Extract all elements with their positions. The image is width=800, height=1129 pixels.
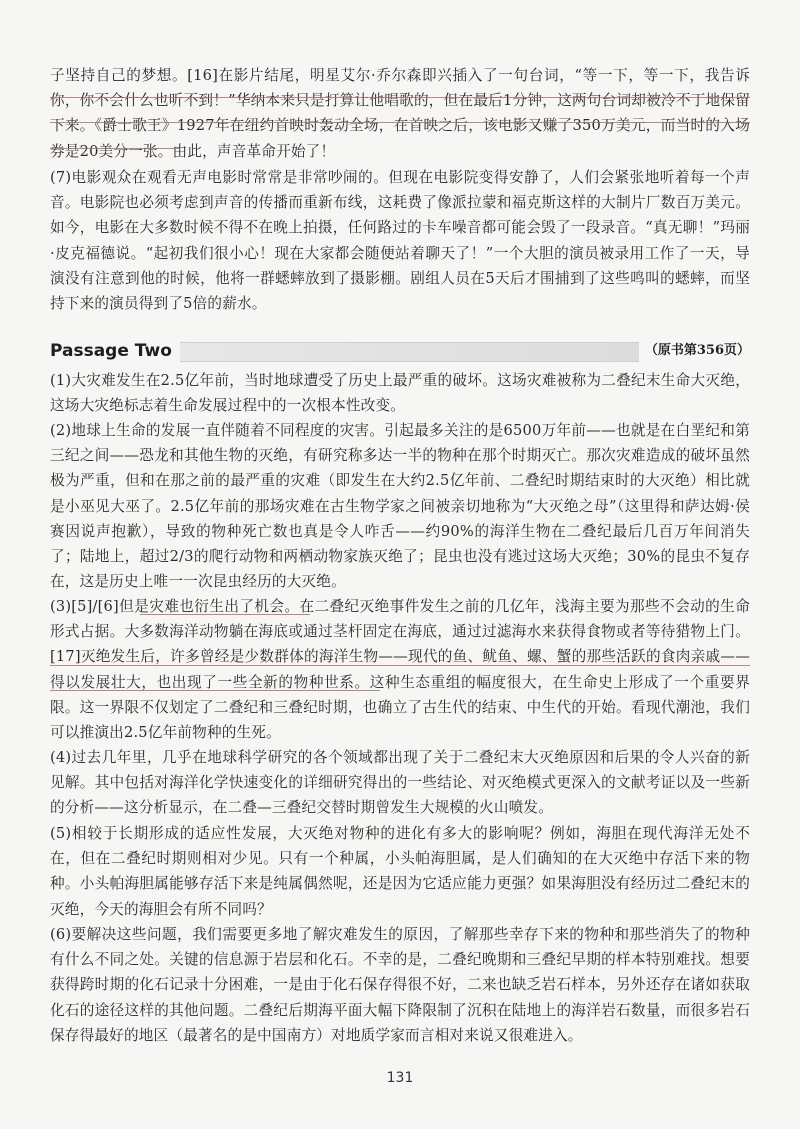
passage-two-paragraph-4: (4)过去几年里，几乎在地球科学研究的各个领域都出现了关于二叠纪末大灭绝原因和后果的令人兴奋的新见解。其中包括对海洋化学快速变化的详细研究得出的一些结论、对灭绝模式更深入的文献考证以及一些新的分析——这分析显示，在二叠—三叠纪交替时期曾发生大规模的火山喷发。 <box>50 749 750 817</box>
underline-mark <box>50 148 180 149</box>
passage-two-header <box>50 339 750 363</box>
passage-one-paragraph-7: (7)电影观众在观看无声电影时常常是非常吵闹的。但现在电影院变得安静了，人们会紧张地听着每一个声音。电影院也必须考虑到声音的传播而重新布线，这耗费了像派拉蒙和福克斯这样的大制片厂数百万美元。如今，电影在大多数时候不得不在晚上拍摄，任何路过的卡车噪音都可能会毁了一段录音。“真无聊！”玛丽·皮克福德说。“起初我们很小心！现在大家都会随便站着聊天了！”一个大胆的演员被录用工作了一天，导演没有注意到他的时候，他将一群蟋蟀放到了摄影棚。剧组人员在5天后才围捕到了这些鸣叫的蟋蟀，而坚持下来的演员得到了5倍的薪水。 <box>50 169 750 313</box>
passage-two-paragraph-1: (1)大灾难发生在2.5亿年前，当时地球遭受了历史上最严重的破坏。这场灾难被称为二叠纪末生命大灭绝，这场大灾绝标志着生命发展过程中的一次根本性改变。 <box>50 372 750 415</box>
passage-one-continuation: 子坚持自己的梦想。[16]在影片结尾，明星艾尔·乔尔森即兴插入了一句台词，“等一下，等一下，我告诉你，你不会什么也听不到！”华纳本来只是打算让他唱歌的，但在最后1分钟，这两句台词却被冷不丁地保留下来。《爵士歌王》1927年在纽约首映时轰动全场，在首映之后，该电影又赚了350万美元，而当时的入场券是20美分一张。由此，声音革命开始了！ <box>50 67 750 160</box>
page-reference: （原书第356页） <box>639 339 750 363</box>
underline-mark <box>50 122 750 123</box>
passage-two-paragraph-2: (2)地球上生命的发展一直伴随着不同程度的灾害。引起最多关注的是6500万年前——也就是在白垩纪和第三纪之间——恐龙和其他生物的灭绝，有研究称多达一半的物种在那个时期灭亡。那次灾难造成的破坏虽然极为严重，但和在那之前的最严重的灾难（即发生在大约2.5亿年前、二叠纪时期结束时的大灭绝）相比就是小巫见大巫了。2.5亿年前的那场灾难在古生物学家之间被亲切地称为“大灭绝之母”（这里得和萨达姆·侯赛因说声抱歉），导致的物种死亡数也真是令人咋舌——约90%的海洋生物在二叠纪最后几百万年间消失了；陆地上，超过2/3的爬行动物和两栖动物家族灭绝了；昆虫也没有逃过这场大灭绝；30%的昆虫不复存在，这是历史上唯一一次昆虫经历的大灭绝。 <box>50 422 750 591</box>
underline-mark <box>140 614 310 615</box>
passage-two-title: Passage Two <box>50 339 180 363</box>
passage-two-paragraph-6: (6)要解决这些问题，我们需要更多地了解灾难发生的原因，了解那些幸存下来的物种和那些消失了的物种有什么不同之处。关键的信息源于岩层和化石。不幸的是，二叠纪晚期和三叠纪早期的样本特别难找。想要获得跨时期的化石记录十分困难，一是由于化石保存得很不好，二来也缺乏岩石样本，另外还存在诸如获取化石的途径这样的其他问题。二叠纪后期海平面大幅下降限制了沉积在陆地上的海洋岩石数量，而很多岩石保存得最好的地区（最著名的是中国南方）对地质学家而言相对来说又很难进入。 <box>50 926 750 1044</box>
passage-two-paragraph-5: (5)相较于长期形成的适应性发展，大灭绝对物种的进化有多大的影响呢？例如，海胆在现代海洋无处不在，但在二叠纪时期则相对少见。只有一个种属，小头帕海胆属，是人们确知的在大灭绝中存活下来的物种。小头帕海胆属能够存活下来是纯属偶然呢，还是因为它适应能力更强？如果海胆没有经历过二叠纪末的灭绝，今天的海胆会有所不同吗？ <box>50 825 750 918</box>
underline-mark <box>50 97 750 98</box>
page-number: 131 <box>386 1070 414 1086</box>
passage-two-paragraph-3: (3)[5]/[6]但是灾难也衍生出了机会。在二叠纪灭绝事件发生之前的几亿年，浅海主要为那些不会动的生命形式占据。大多数海洋动物躺在海底或通过茎杆固定在海底，通过过滤海水来获得食物或者等待猎物上门。[17]灭绝发生后，许多曾经是少数群体的海洋生物——现代的鱼、鱿鱼、螺、蟹的那些活跃的食肉亲戚——得以发展壮大，也出现了一些全新的物种世系。这种生态重组的幅度很大，在生命史上形成了一个重要界限。这一界限不仅划定了二叠纪和三叠纪时期，也确立了古生代的结束、中生代的开始。看现代潮池，我们可以推演出2.5亿年前物种的生死。 <box>50 598 750 742</box>
underline-mark <box>50 665 750 666</box>
underline-mark <box>50 690 380 691</box>
